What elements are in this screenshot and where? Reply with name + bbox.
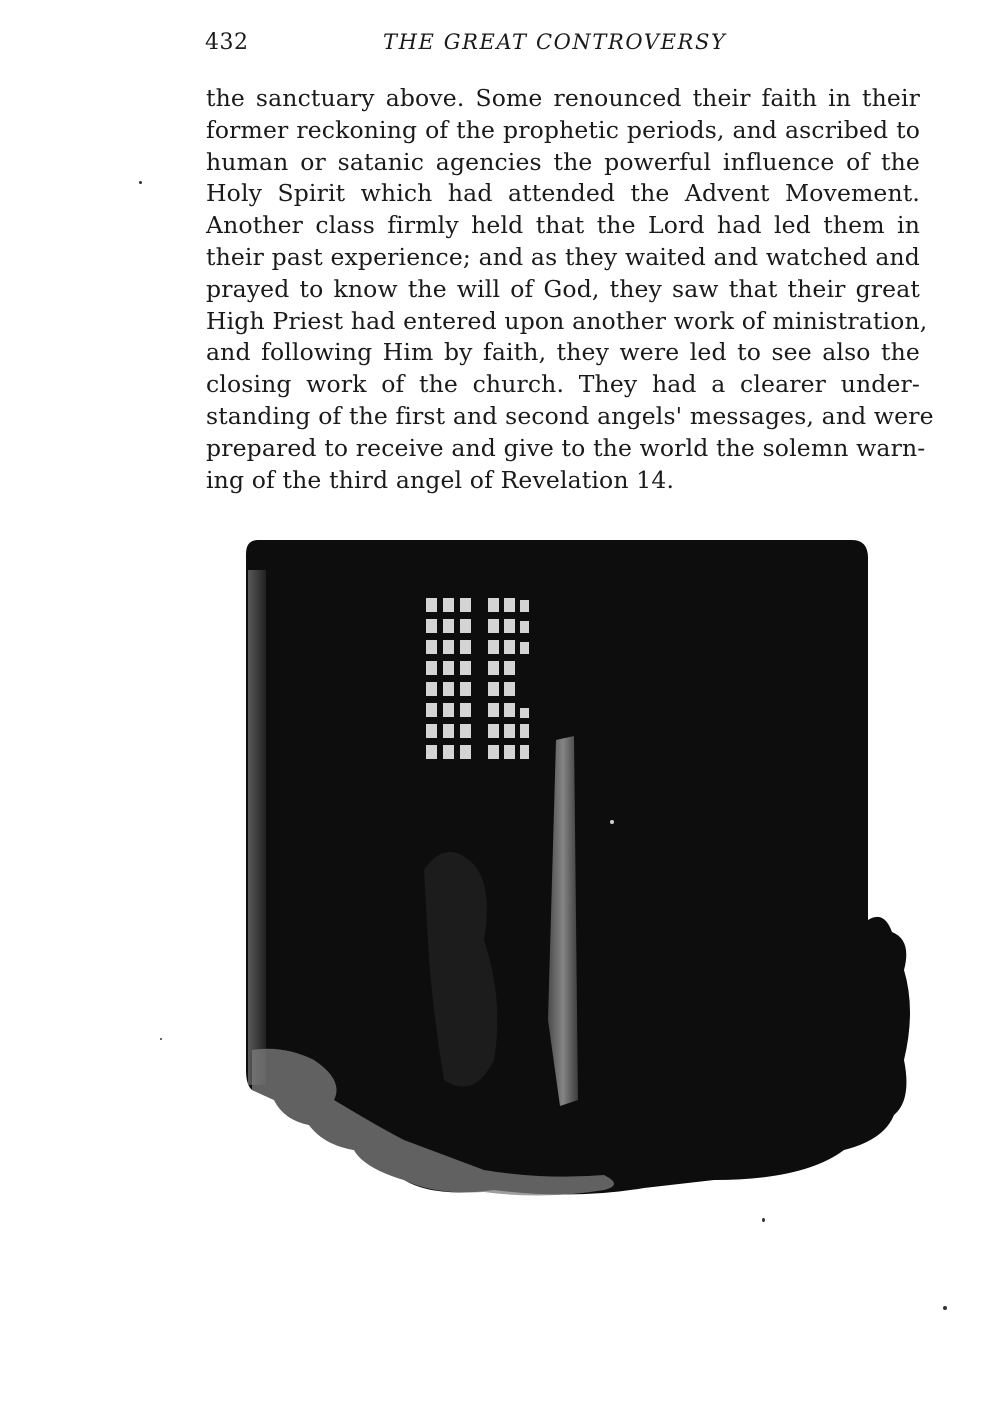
text-line: human or satanic agencies the powerful influence of the — [206, 147, 920, 176]
print-speck — [943, 1306, 947, 1310]
text-line: prayed to know the will of God, they saw that their great — [206, 274, 920, 303]
dark-halftone-plate-with-window-icon — [244, 540, 914, 1205]
print-speck — [139, 181, 142, 184]
text-line: ing of the third angel of Revelation 14. — [206, 465, 675, 494]
text-line: their past experience; and as they waited and watched and — [206, 242, 920, 271]
plate-background — [246, 540, 910, 1195]
running-title: THE GREAT CONTROVERSY — [383, 30, 727, 54]
text-line: Holy Spirit which had attended the Advent Movement. — [206, 179, 920, 208]
plate-left-edge — [248, 570, 266, 1085]
print-speck — [762, 1218, 765, 1222]
illustration-plate — [244, 540, 914, 1205]
print-speck — [160, 1038, 162, 1040]
page-number: 432 — [205, 30, 249, 55]
text-line: former reckoning of the prophetic periods, and ascribed to — [206, 115, 920, 144]
text-line: closing work of the church. They had a clearer under- — [206, 370, 920, 399]
body-paragraph — [206, 83, 934, 496]
text-line: High Priest had entered upon another work of ministration, — [206, 306, 928, 335]
text-line: prepared to receive and give to the world the solemn warn- — [206, 433, 926, 462]
text-line: standing of the first and second angels' messages, and were — [206, 401, 934, 430]
text-line: Another class firmly held that the Lord had led them in — [206, 211, 920, 240]
light-speck — [610, 820, 614, 824]
text-line: the sanctuary above. Some renounced their faith in their — [206, 84, 920, 112]
page-header — [205, 30, 920, 64]
text-line: and following Him by faith, they were led to see also the — [206, 338, 920, 367]
